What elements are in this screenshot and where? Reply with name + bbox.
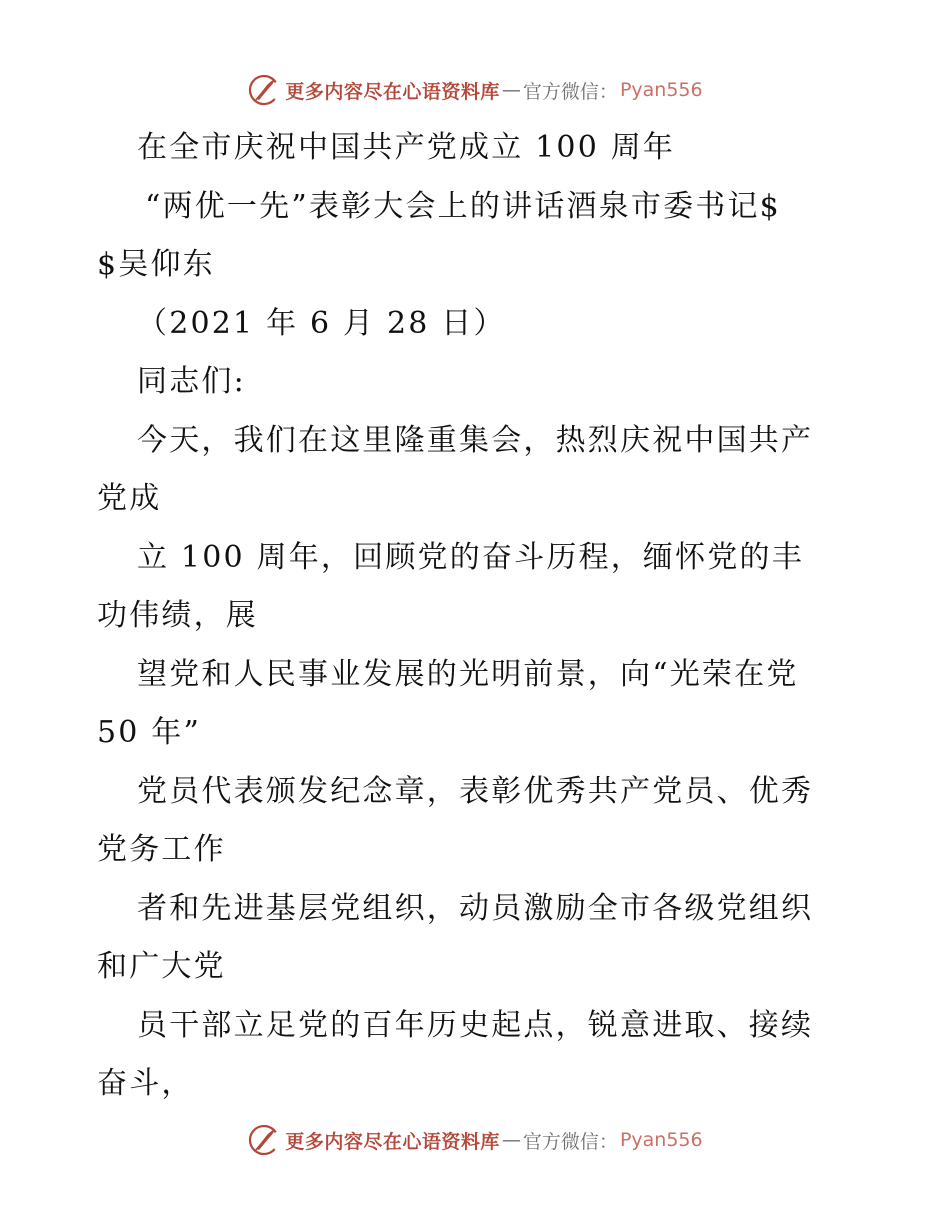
date-line: （2021 年 6 月 28 日） xyxy=(137,305,506,341)
title-line-1: 在全市庆祝中国共产党成立 100 周年 xyxy=(137,130,676,165)
watermark-banner-bottom xyxy=(0,1120,950,1160)
title-line-2: “两优一先”表彰大会上的讲话酒泉市委书记$ xyxy=(145,188,781,224)
watermark-text: 更多内容尽在心语资料库 xyxy=(285,1130,500,1153)
paragraph-line: 今天，我们在这里隆重集会，热烈庆祝中国共产 xyxy=(137,422,814,458)
document-body xyxy=(97,119,857,1114)
paragraph-line: 党员代表颁发纪念章，表彰优秀共产党员、优秀 xyxy=(137,773,814,809)
paragraph-line: 者和先进基层党组织，动员激励全市各级党组织 xyxy=(137,890,814,926)
watermark-separator: — xyxy=(501,1129,521,1151)
paragraph-line: 党成 xyxy=(97,481,162,516)
salutation: 同志们: xyxy=(137,364,246,399)
watermark-separator: — xyxy=(501,79,521,101)
paragraph-line: 功伟绩，展 xyxy=(97,598,258,633)
paragraph-line: 50 年” xyxy=(97,715,202,750)
watermark-text: 更多内容尽在心语资料库 xyxy=(285,80,500,103)
paragraph-line: 和广大党 xyxy=(97,949,226,984)
quill-pen-icon xyxy=(247,73,281,107)
watermark-banner-top xyxy=(0,70,950,110)
paragraph-line: 党务工作 xyxy=(97,832,226,867)
paragraph-line: 员干部立足党的百年历史起点，锐意进取、接续 xyxy=(137,1007,814,1043)
watermark-official-label: 官方微信： xyxy=(522,1130,618,1153)
paragraph-line: 立 100 周年，回顾党的奋斗历程，缅怀党的丰 xyxy=(137,539,804,575)
watermark-wechat-id: Pyan556 xyxy=(619,1129,703,1151)
quill-pen-icon xyxy=(247,1123,281,1157)
watermark-wechat-id: Pyan556 xyxy=(619,79,703,101)
watermark-official-label: 官方微信： xyxy=(522,80,618,103)
title-line-3: $吴仰东 xyxy=(97,247,215,282)
paragraph-line: 望党和人民事业发展的光明前景，向“光荣在党 xyxy=(137,656,799,692)
paragraph-line: 奋斗， xyxy=(97,1066,194,1101)
